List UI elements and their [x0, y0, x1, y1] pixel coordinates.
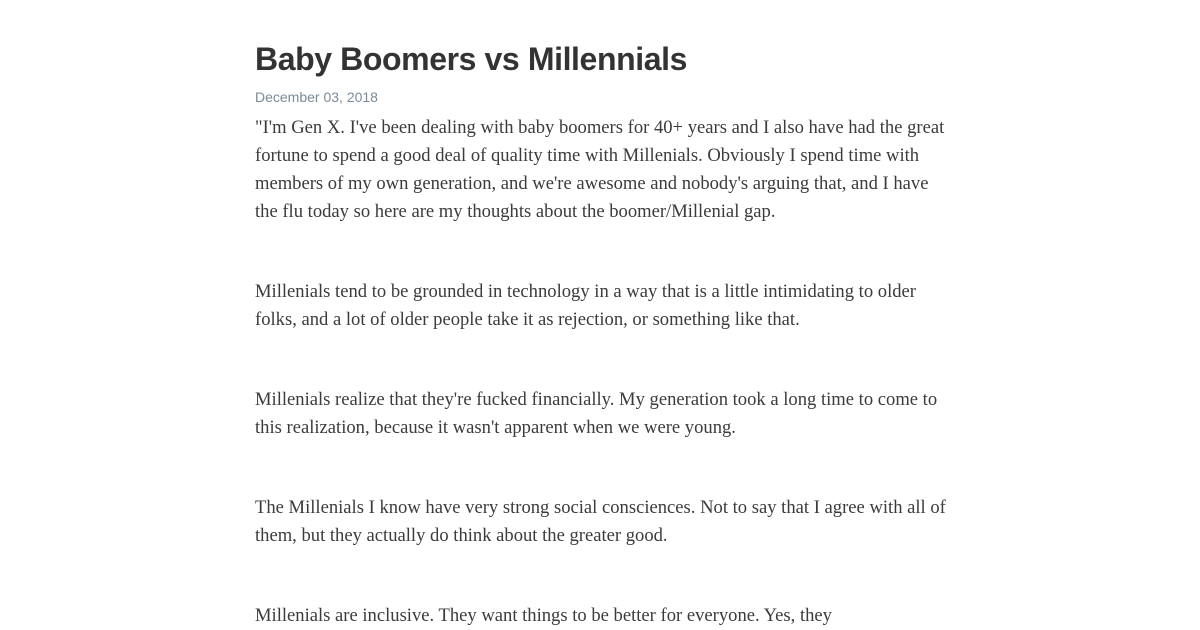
paragraph-1: "I'm Gen X. I've been dealing with baby boomers for 40+ years and I also have had the great fortune to spend a good deal of quality time with Millenials. Obviously I spend time with members of my own generation, and we're awesome and nobody's arguing that, and I have the flu today so here are my thoughts about the boomer/Millenial gap.: [255, 117, 945, 222]
paragraph-2: Millenials tend to be grounded in technology in a way that is a little intimidating to older folks, and a lot of older people take it as rejection, or something like that.: [255, 281, 916, 330]
article-title: Baby Boomers vs Millennials: [255, 41, 688, 77]
article: [255, 36, 955, 630]
paragraph-3: Millenials realize that they're fucked financially. My generation took a long time to come to this realization, because it wasn't apparent when we were young.: [255, 389, 938, 438]
paragraph-5: Millenials are inclusive. They want things to be better for everyone. Yes, they: [255, 605, 832, 626]
article-date: December 03, 2018: [255, 89, 378, 105]
paragraph-4: The Millenials I know have very strong social consciences. Not to say that I agree with all of them, but they actually do think about the greater good.: [255, 497, 946, 546]
